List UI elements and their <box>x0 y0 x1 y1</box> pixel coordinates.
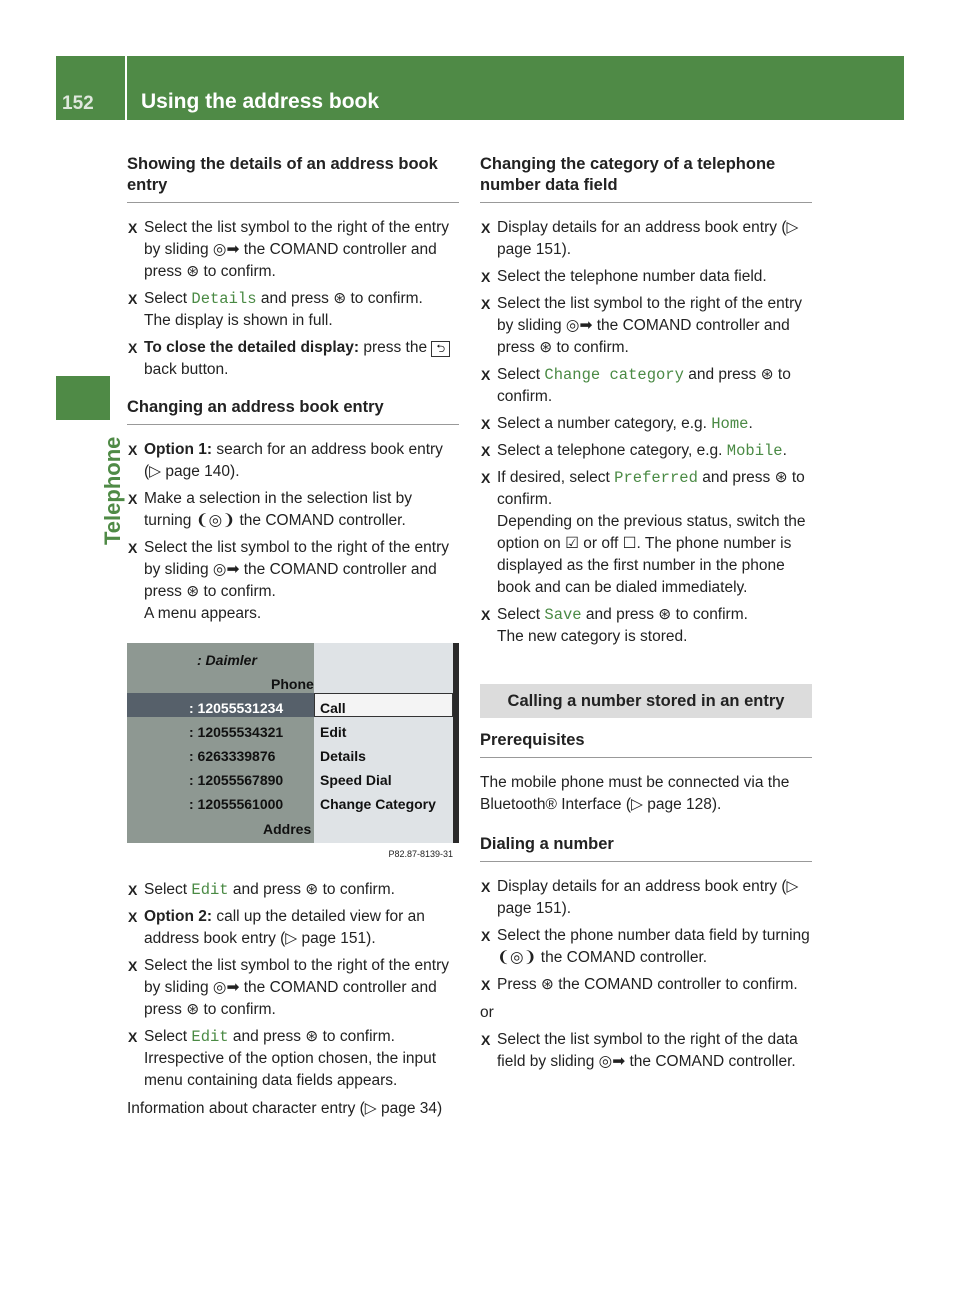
screen-menu-change-category: Change Category <box>320 796 436 812</box>
step-note: Irrespective of the option chosen, the input menu containing data fields appears. <box>144 1050 437 1089</box>
step-bold: To close the detailed display: <box>144 339 360 356</box>
step <box>480 604 812 648</box>
step-text: Select the list symbol to the right of the entry by sliding ◎➡ the COMAND controller and press ⊛ to confirm. <box>497 295 802 356</box>
step-text: Select a number category, e.g. <box>497 415 712 432</box>
menu-code-preferred: Preferred <box>614 469 698 487</box>
or-text: or <box>480 1004 494 1021</box>
step-text: . <box>748 415 753 432</box>
step-text: Select the telephone number data field. <box>497 268 767 285</box>
menu-code-change-category: Change category <box>544 366 684 384</box>
step <box>127 1026 459 1092</box>
step-text: Select the phone number data field by turning ❨◎❩ the COMAND controller. <box>497 927 810 966</box>
screen-menu-edit: Edit <box>320 724 347 740</box>
step <box>127 217 459 283</box>
step <box>127 488 459 532</box>
step <box>480 217 812 261</box>
step-text: and press ⊛ to confirm. <box>228 881 395 898</box>
screen-address-footer: Addres <box>263 821 312 837</box>
side-tab-marker <box>56 376 110 420</box>
step <box>480 293 812 359</box>
step-text: Display details for an address book entry (▷ page 151). <box>497 219 799 258</box>
step <box>480 876 812 920</box>
screen-number-row: : 12055534321 <box>189 724 284 740</box>
screen-menu-call: Call <box>320 700 346 716</box>
section-calling-number: Calling a number stored in an entry <box>480 684 812 718</box>
step <box>127 337 459 381</box>
back-button-icon: ⮌ <box>431 341 450 357</box>
step <box>127 879 459 901</box>
step-text: Select <box>497 366 545 383</box>
step <box>127 439 459 483</box>
header-divider <box>125 56 127 120</box>
step-note: Depending on the previous status, switch the option on ☑ or off ☐. The phone number is displayed as the first number in the phone book and can be dialed immediately. <box>497 513 806 596</box>
step-note: A menu appears. <box>144 605 262 622</box>
menu-code-details: Details <box>191 290 257 308</box>
step <box>480 467 812 599</box>
step-text: and press ⊛ to confirm. <box>228 1028 395 1045</box>
step <box>480 974 812 996</box>
step-text: Select <box>144 881 192 898</box>
screen-contact-name: : Daimler <box>197 652 257 668</box>
right-column <box>480 154 812 1078</box>
screen-number-row: : 6263339876 <box>189 748 276 764</box>
heading-changing-entry: Changing an address book entry <box>127 397 459 425</box>
left-column <box>127 154 459 1125</box>
step-text: and press ⊛ to confirm. <box>581 606 748 623</box>
step-text: . <box>782 442 787 459</box>
screen-menu-details: Details <box>320 748 366 764</box>
step <box>127 955 459 1021</box>
step-text: Select <box>144 1028 192 1045</box>
screen-phone-header: Phone <box>271 676 314 692</box>
step <box>480 1029 812 1073</box>
heading-dialing: Dialing a number <box>480 834 812 862</box>
menu-code-save: Save <box>544 606 582 624</box>
step-text: Press ⊛ the COMAND controller to confirm. <box>497 976 798 993</box>
step-text: Select <box>497 606 545 623</box>
step-text: Select the list symbol to the right of the entry by sliding ◎➡ the COMAND controller and press ⊛ to confirm. <box>144 539 449 600</box>
info-text: Information about character entry (▷ page 34) <box>127 1100 443 1117</box>
step-bold: Option 1: <box>144 441 213 458</box>
step-text: and press ⊛ to confirm. <box>497 366 791 405</box>
step-text: If desired, select <box>497 469 615 486</box>
step-text: call up the detailed view for an address book entry (▷ page 151). <box>144 908 425 947</box>
step-text: press the <box>359 339 432 356</box>
side-tab-label: Telephone <box>100 436 125 545</box>
screen-menu-speed-dial: Speed Dial <box>320 772 392 788</box>
page-number: 152 <box>62 93 94 114</box>
step-note: The new category is stored. <box>497 628 688 645</box>
step <box>127 288 459 332</box>
step-text: Select the list symbol to the right of the data field by sliding ◎➡ the COMAND controller. <box>497 1031 798 1070</box>
step-text: Make a selection in the selection list by turning ❨◎❩ the COMAND controller. <box>144 490 412 529</box>
step-text: and press ⊛ to confirm. <box>497 469 805 508</box>
step-text: and press ⊛ to confirm. <box>256 290 423 307</box>
step <box>480 413 812 435</box>
step-text: back button. <box>144 361 229 378</box>
step <box>480 925 812 969</box>
step <box>480 266 812 288</box>
menu-code-edit: Edit <box>191 881 229 899</box>
heading-prerequisites: Prerequisites <box>480 730 812 758</box>
menu-code-home: Home <box>711 415 749 433</box>
image-code: P82.87-8139-31 <box>127 843 459 865</box>
prereq-text: The mobile phone must be connected via the Bluetooth® Interface (▷ page 128). <box>480 774 790 813</box>
step-text: Select the list symbol to the right of the entry by sliding ◎➡ the COMAND controller and press ⊛ to confirm. <box>144 219 449 280</box>
step-bold: Option 2: <box>144 908 213 925</box>
step <box>480 440 812 462</box>
step-text: Select a telephone category, e.g. <box>497 442 727 459</box>
heading-showing-details: Showing the details of an address book entry <box>127 154 459 203</box>
comand-screen-image <box>127 643 459 865</box>
screen-number-row: : 12055567890 <box>189 772 284 788</box>
menu-code-mobile: Mobile <box>726 442 783 460</box>
step-text: Select the list symbol to the right of the entry by sliding ◎➡ the COMAND controller and press ⊛ to confirm. <box>144 957 449 1018</box>
menu-code-edit: Edit <box>191 1028 229 1046</box>
page-title: Using the address book <box>141 90 380 113</box>
step-text: Select <box>144 290 192 307</box>
step-text: search for an address book entry (▷ page 140). <box>144 441 443 480</box>
heading-change-category: Changing the category of a telephone number data field <box>480 154 812 203</box>
step-note: The display is shown in full. <box>144 312 333 329</box>
step <box>127 537 459 625</box>
step-text: Display details for an address book entry (▷ page 151). <box>497 878 799 917</box>
step <box>127 906 459 950</box>
screen-number-row: : 12055561000 <box>189 796 284 812</box>
step <box>480 364 812 408</box>
screen-number-row: : 12055531234 <box>189 700 284 716</box>
